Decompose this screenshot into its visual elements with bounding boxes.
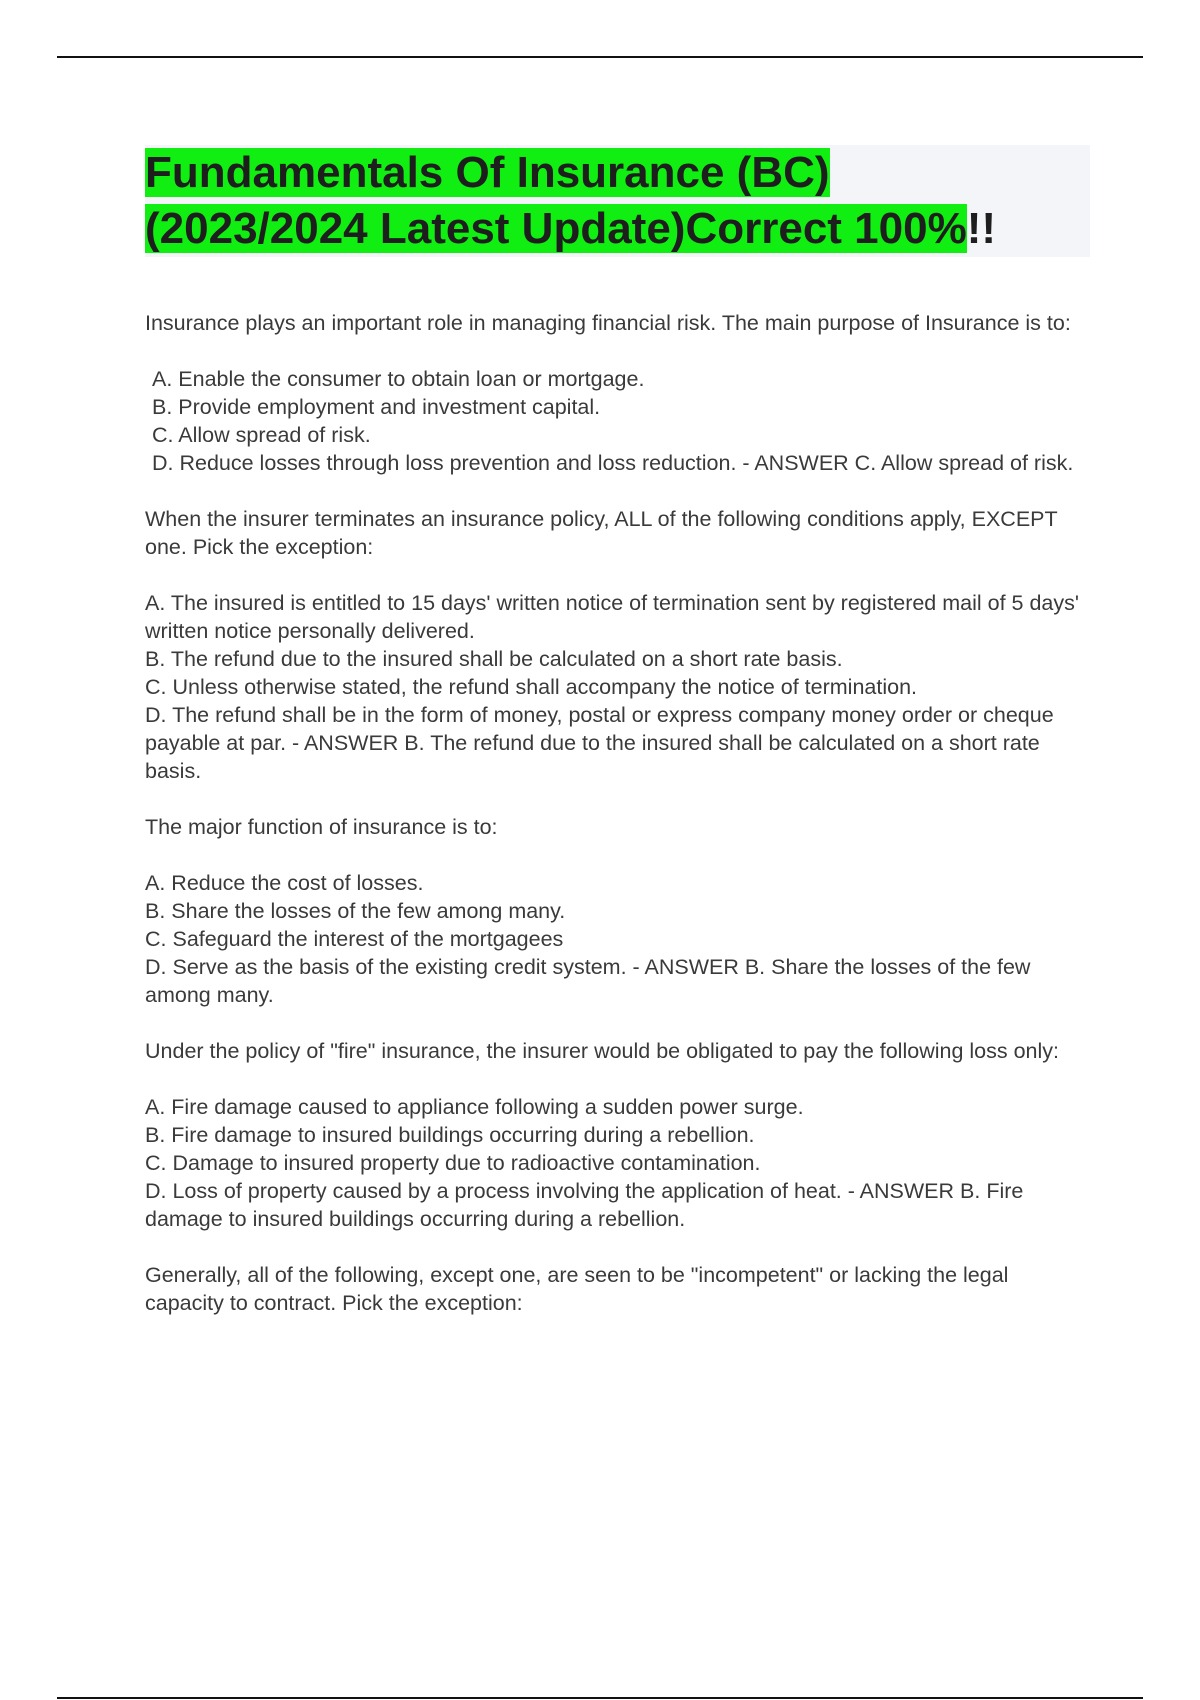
- option-d-with-answer: D. Loss of property caused by a process involving the application of heat. - ANSWER B. Fire damage to insured buildings occurring during a rebellion.: [145, 1179, 1024, 1231]
- option-a: A. The insured is entitled to 15 days' written notice of termination sent by registered mail of 5 days' written notice personally delivered.: [145, 591, 1079, 643]
- question-text: When the insurer terminates an insurance policy, ALL of the following conditions apply, EXCEPT one. Pick the exception:: [145, 507, 1058, 559]
- question-text: Generally, all of the following, except one, are seen to be "incompetent" or lacking the legal capacity to contract. Pick the exception:: [145, 1263, 1009, 1315]
- option-c: C. Unless otherwise stated, the refund shall accompany the notice of termination.: [145, 675, 918, 699]
- header-rule: [57, 56, 1143, 58]
- footer-rule: [57, 1697, 1143, 1699]
- title-highlight-line1: Fundamentals Of Insurance (BC): [145, 148, 830, 197]
- question-3: [145, 813, 1090, 1009]
- question-5: [145, 1261, 1090, 1317]
- question-2: [145, 505, 1090, 785]
- option-d-with-answer: D. Reduce losses through loss prevention and loss reduction. - ANSWER C. Allow spread of risk.: [152, 451, 1074, 475]
- question-text: The major function of insurance is to:: [145, 815, 498, 839]
- option-a: A. Fire damage caused to appliance following a sudden power surge.: [145, 1095, 804, 1119]
- option-b: B. Fire damage to insured buildings occurring during a rebellion.: [145, 1123, 755, 1147]
- question-1: [145, 309, 1090, 477]
- option-c: C. Damage to insured property due to radioactive contamination.: [145, 1151, 761, 1175]
- option-c: C. Safeguard the interest of the mortgagees: [145, 927, 564, 951]
- question-text: Under the policy of "fire" insurance, the insurer would be obligated to pay the following loss only:: [145, 1039, 1060, 1063]
- question-text: Insurance plays an important role in managing financial risk. The main purpose of Insurance is to:: [145, 311, 1071, 335]
- title-highlight-line2: (2023/2024 Latest Update)Correct 100%: [145, 204, 967, 253]
- option-b: B. Share the losses of the few among many.: [145, 899, 566, 923]
- option-d-with-answer: D. The refund shall be in the form of money, postal or express company money order or cheque payable at par. - ANSWER B. The refund due to the insured shall be calculated on a short rate basis.: [145, 703, 1054, 783]
- option-b: B. Provide employment and investment capital.: [152, 395, 601, 419]
- question-options: [145, 869, 1090, 1009]
- document-title: [145, 145, 1090, 257]
- option-a: A. Enable the consumer to obtain loan or mortgage.: [152, 367, 645, 391]
- question-options: [145, 1093, 1090, 1233]
- option-d-with-answer: D. Serve as the basis of the existing credit system. - ANSWER B. Share the losses of the few among many.: [145, 955, 1031, 1007]
- question-options: [145, 589, 1090, 785]
- option-a: A. Reduce the cost of losses.: [145, 871, 424, 895]
- title-block: [145, 145, 1090, 257]
- option-b: B. The refund due to the insured shall be calculated on a short rate basis.: [145, 647, 843, 671]
- option-c: C. Allow spread of risk.: [152, 423, 371, 447]
- question-4: [145, 1037, 1090, 1233]
- title-suffix: !!: [966, 204, 997, 253]
- document-body: [145, 145, 1090, 1345]
- question-options: [145, 365, 1090, 477]
